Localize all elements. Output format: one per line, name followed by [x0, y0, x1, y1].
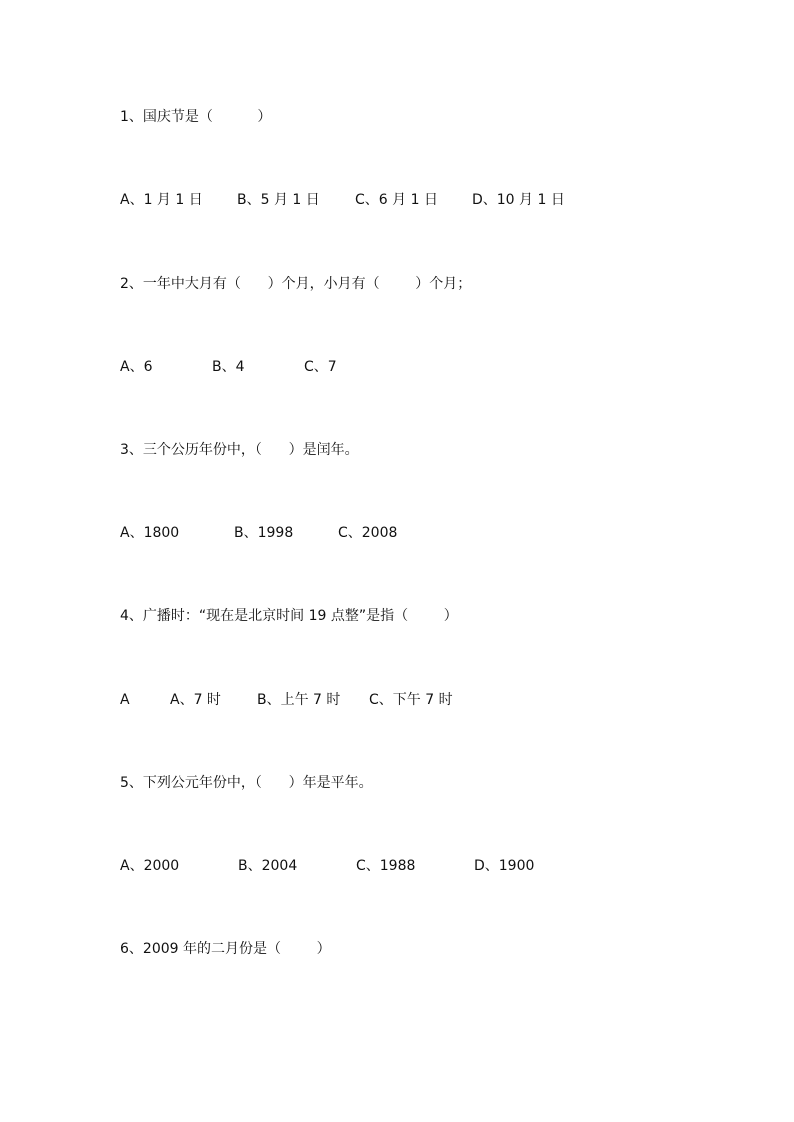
question-1-option-b: B、5 月 1 日 — [237, 192, 320, 208]
question-3-option-a: A、1800 — [120, 525, 180, 541]
question-5-option-d: D、1900 — [474, 858, 535, 874]
question-4-option-a: A、7 时 — [170, 692, 221, 708]
question-1-option-d: D、10 月 1 日 — [472, 192, 565, 208]
question-6-stem: 6、2009 年的二月份是（ ） — [120, 941, 331, 957]
question-5-stem: 5、下列公元年份中，（ ）年是平年。 — [120, 775, 373, 791]
question-4-option-b: B、上午 7 时 — [257, 692, 341, 708]
question-4-option-c: C、下午 7 时 — [369, 692, 453, 708]
question-5-option-c: C、1988 — [356, 858, 416, 874]
question-3-option-b: B、1998 — [234, 525, 294, 541]
question-5-option-a: A、2000 — [120, 858, 180, 874]
question-2-option-c: C、7 — [304, 359, 337, 375]
question-4-option-prefix: A — [120, 692, 130, 708]
question-2-option-a: A、6 — [120, 359, 153, 375]
question-5-option-b: B、2004 — [238, 858, 298, 874]
question-2-option-b: B、4 — [212, 359, 245, 375]
question-4-stem: 4、广播时：“现在是北京时间 19 点整”是指（ ） — [120, 608, 458, 624]
question-1-stem: 1、国庆节是（ ） — [120, 109, 272, 125]
question-3-option-c: C、2008 — [338, 525, 398, 541]
question-2-stem: 2、一年中大月有（ ）个月，小月有（ ）个月； — [120, 276, 472, 292]
question-1-option-a: A、1 月 1 日 — [120, 192, 203, 208]
question-3-stem: 3、三个公历年份中，（ ）是闰年。 — [120, 442, 359, 458]
question-1-option-c: C、6 月 1 日 — [355, 192, 438, 208]
